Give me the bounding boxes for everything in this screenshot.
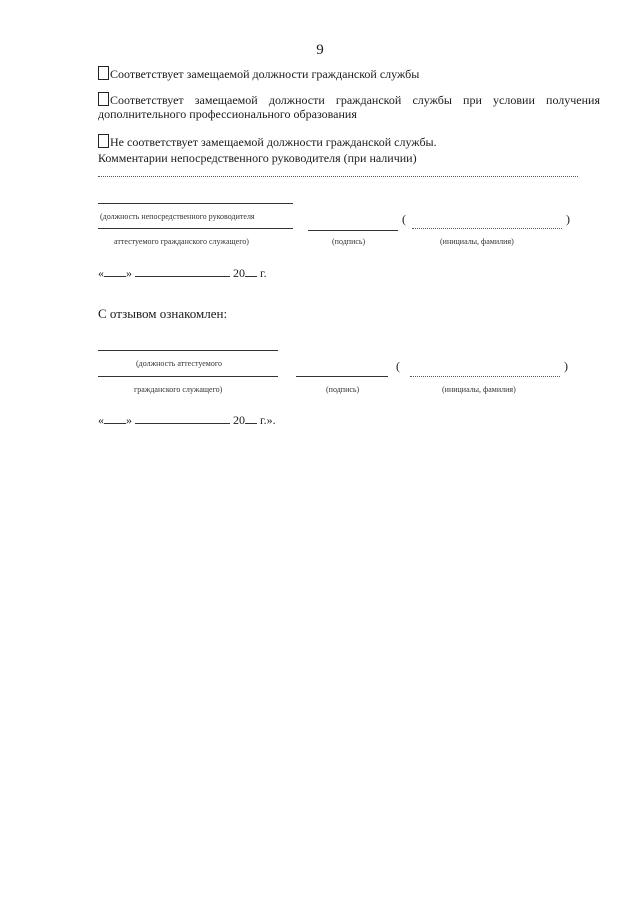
supervisor-date: [98, 266, 267, 281]
acquaint-heading: С отзывом ознакомлен:: [98, 306, 228, 321]
checkbox-3[interactable]: [98, 134, 109, 148]
supervisor-signature-caption: (подпись): [332, 237, 366, 246]
employee-initials-line[interactable]: [410, 376, 560, 377]
supervisor-signature-line[interactable]: [308, 230, 398, 231]
date-close-quote: »: [126, 266, 132, 280]
date-suffix: г.».: [260, 413, 276, 427]
option-2: [98, 92, 600, 121]
supervisor-initials-line[interactable]: [412, 228, 562, 229]
option-2-text: Соответствует замещаемой должности гражданской службы при условии получения дополнительного профессионального образования: [98, 93, 600, 121]
employee-position-caption-2: гражданского служащего): [134, 385, 223, 394]
supervisor-position-line-1[interactable]: [98, 203, 293, 204]
employee-date: [98, 413, 276, 428]
option-3: [98, 134, 600, 149]
date-day-field[interactable]: [104, 413, 126, 424]
comments-label: Комментарии непосредственного руководителя (при наличии): [98, 151, 417, 165]
checkbox-1[interactable]: [98, 66, 109, 80]
date-year-field[interactable]: [245, 413, 257, 424]
date-suffix: г.: [260, 266, 267, 280]
date-year-field[interactable]: [245, 266, 257, 277]
employee-signature-caption: (подпись): [326, 385, 360, 394]
date-year-prefix: 20: [233, 413, 245, 427]
comments-line[interactable]: [98, 176, 578, 177]
supervisor-position-caption-2: аттестуемого гражданского служащего): [114, 237, 249, 246]
employee-position-line-2[interactable]: [98, 376, 278, 377]
supervisor-position-caption-1: (должность непосредственного руководителя: [100, 212, 255, 221]
option-1-text: Соответствует замещаемой должности гражданской службы: [110, 67, 420, 81]
supervisor-paren-open: (: [402, 212, 406, 226]
date-month-field[interactable]: [135, 266, 230, 277]
option-1: [98, 66, 600, 81]
checkbox-2[interactable]: [98, 92, 109, 106]
page-number: 9: [316, 42, 324, 58]
supervisor-paren-close: ): [566, 212, 570, 226]
employee-position-caption-1: (должность аттестуемого: [136, 359, 222, 368]
employee-position-line-1[interactable]: [98, 350, 278, 351]
employee-initials-caption: (инициалы, фамилия): [442, 385, 516, 394]
supervisor-position-line-2[interactable]: [98, 228, 293, 229]
date-close-quote: »: [126, 413, 132, 427]
date-year-prefix: 20: [233, 266, 245, 280]
supervisor-initials-caption: (инициалы, фамилия): [440, 237, 514, 246]
date-open-quote: «: [98, 266, 104, 280]
employee-paren-close: ): [564, 359, 568, 373]
employee-signature-line[interactable]: [296, 376, 388, 377]
date-open-quote: «: [98, 413, 104, 427]
option-3-text: Не соответствует замещаемой должности гражданской службы.: [110, 135, 437, 149]
date-day-field[interactable]: [104, 266, 126, 277]
date-month-field[interactable]: [135, 413, 230, 424]
employee-paren-open: (: [396, 359, 400, 373]
